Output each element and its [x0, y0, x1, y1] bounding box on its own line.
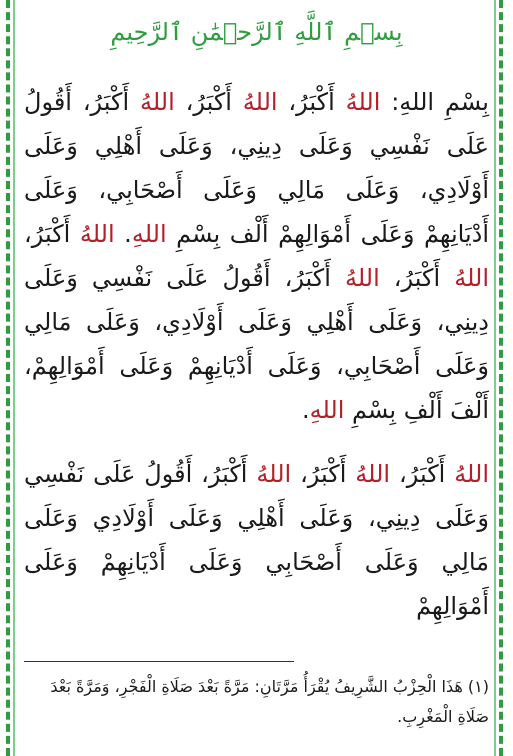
text-segment: . — [301, 396, 310, 424]
page-content — [24, 0, 489, 756]
divine-name-highlight: اللهُ — [344, 264, 380, 292]
text-segment: . — [114, 220, 132, 248]
text-segment: بِسْمِ اللهِ: — [380, 88, 489, 116]
divine-name-highlight: اللهُ — [454, 264, 489, 292]
divine-name-highlight: اللهُ — [355, 460, 391, 488]
paragraph-1 — [24, 80, 489, 432]
text-segment: أَكْبَرُ، أَقُولُ عَلَى نَفْسِي وَعَلَى دِينِي، وَعَلَى أَهْلِي وَعَلَى أَوْلَادِي، وَعَلَى مَالِي وَعَلَى أَصْحَابِي، وَعَلَى أَدْيَانِهِمْ وَعَلَى أَمْوَالِهِمْ أَلْف بِسْمِ — [24, 88, 490, 248]
text-segment: أَكْبَرُ، أَقُولُ عَلَى نَفْسِي وَعَلَى دِينِي، وَعَلَى أَهْلِي وَعَلَى أَوْلَادِي وَعَلَى مَالِي وَعَلَى أَصْحَابِي وَعَلَى أَدْيَانِهِمْ وَعَلَى أَمْوَالِهِمْ — [24, 460, 489, 620]
paragraph-2 — [24, 452, 489, 628]
text-segment: أَكْبَرُ، — [379, 264, 455, 292]
divine-name-highlight: اللهُ — [79, 220, 115, 248]
footnote-divider — [24, 661, 294, 662]
divine-name-highlight: اللهِ — [131, 220, 167, 248]
text-segment: أَكْبَرُ، أَقُولُ عَلَى نَفْسِي وَعَلَى دِينِي، وَعَلَى أَهْلِي وَعَلَى أَوْلَادِي، وَعَلَى مَالِي وَعَلَى أَصْحَابِي، وَعَلَى أَدْيَانِهِمْ وَعَلَى أَمْوَالِهِمْ، أَلْفَ أَلْفِ بِسْمِ — [24, 264, 489, 424]
text-segment: أَكْبَرُ، — [277, 88, 346, 116]
text-segment: أَكْبَرُ، — [291, 460, 356, 488]
text-segment: أَكْبَرُ، — [174, 88, 243, 116]
divine-name-highlight: اللهُ — [242, 88, 278, 116]
divine-name-highlight: اللهُ — [454, 460, 489, 488]
text-segment: أَكْبَرُ، — [24, 220, 80, 248]
divine-name-highlight: اللهِ — [309, 396, 345, 424]
divine-name-highlight: اللهُ — [139, 88, 175, 116]
text-segment: أَكْبَرُ، — [390, 460, 455, 488]
divine-name-highlight: اللهُ — [345, 88, 381, 116]
basmala-header: بِسۡمِ ٱللَّهِ ٱلرَّحۡمَٰنِ ٱلرَّحِيمِ — [110, 18, 403, 46]
footnote: (١) هَذَا الْحِزْبُ الشَّرِيفُ يُقْرَأُ مَرَّتَانِ: مَرَّةً بَعْدَ صَلَاةِ الْفَجْرِ، وَمَرَّةً بَعْدَ صَلَاةِ الْمَغْرِبِ. — [50, 677, 489, 726]
divine-name-highlight: اللهُ — [256, 460, 292, 488]
